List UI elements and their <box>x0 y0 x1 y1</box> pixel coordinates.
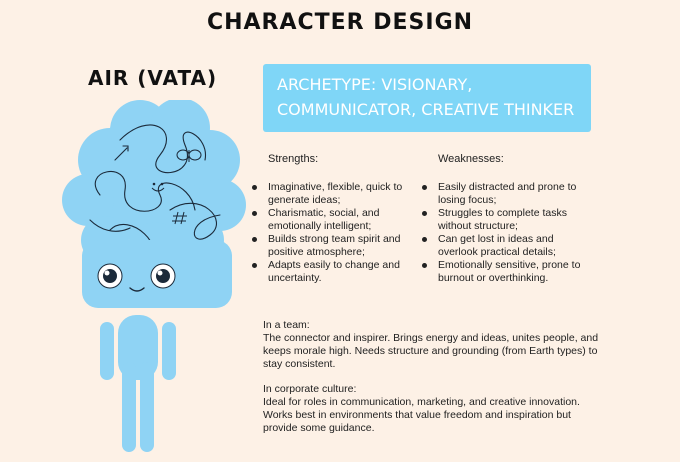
corporate-text: Ideal for roles in communication, marketing, and creative innovation. Works best in environments that value freedom and inspiration but provide some guidance. <box>263 396 580 434</box>
corporate-section <box>263 383 603 435</box>
character-name: AIR (VATA) <box>88 66 218 90</box>
strength-item: Imaginative, flexible, quick to generate ideas; <box>252 181 412 207</box>
archetype-line-1: ARCHETYPE: VISIONARY, <box>277 75 473 94</box>
weakness-item: Easily distracted and prone to losing focus; <box>422 181 592 207</box>
strength-item: Builds strong team spirit and positive atmosphere; <box>252 233 412 259</box>
air-character-illustration <box>60 100 250 460</box>
strengths-list <box>252 181 412 285</box>
page-title: CHARACTER DESIGN <box>206 10 474 35</box>
body <box>100 315 176 452</box>
corporate-heading: In corporate culture: <box>263 383 357 395</box>
weakness-item: Emotionally sensitive, prone to burnout or overthinking. <box>422 259 592 285</box>
strength-item: Charismatic, social, and emotionally intelligent; <box>252 207 412 233</box>
archetype-line-2: COMMUNICATOR, CREATIVE THINKER <box>277 100 575 119</box>
weakness-item: Can get lost in ideas and overlook practical details; <box>422 233 592 259</box>
strength-item: Adapts easily to change and uncertainty. <box>252 259 412 285</box>
strengths-heading: Strengths: <box>268 153 319 165</box>
team-section <box>263 319 603 371</box>
archetype-banner <box>263 64 591 132</box>
team-heading: In a team: <box>263 319 310 331</box>
weakness-item: Struggles to complete tasks without structure; <box>422 207 592 233</box>
team-text: The connector and inspirer. Brings energy and ideas, unites people, and keeps morale high. Needs structure and grounding (from Earth types) to stay consistent. <box>263 332 599 370</box>
weaknesses-list <box>422 181 592 285</box>
weaknesses-heading: Weaknesses: <box>438 153 504 165</box>
